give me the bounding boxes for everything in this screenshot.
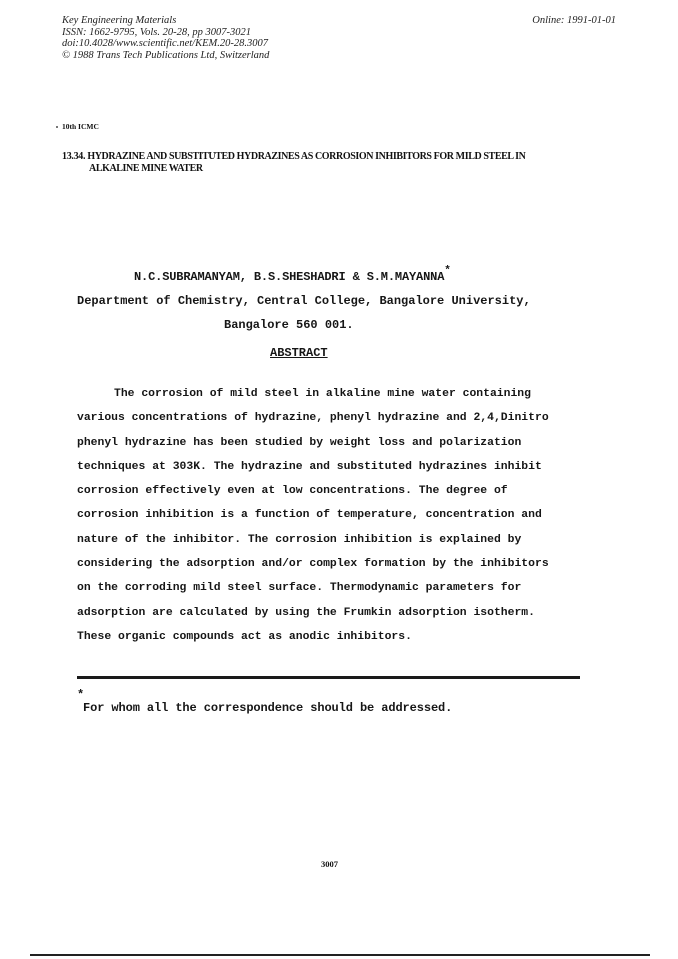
conference-tag bbox=[56, 122, 99, 131]
author-list bbox=[134, 267, 451, 284]
abstract-line: phenyl hydrazine has been studied by weight loss and polarization bbox=[77, 436, 522, 449]
bullet-dot bbox=[56, 126, 58, 128]
abstract-line: corrosion effectively even at low concentrations. The degree of bbox=[77, 485, 508, 498]
abstract-line: These organic compounds act as anodic inhibitors. bbox=[77, 630, 412, 643]
journal-name: Key Engineering Materials bbox=[62, 15, 177, 26]
abstract-line: nature of the inhibitor. The corrosion inhibition is explained by bbox=[77, 533, 522, 546]
abstract-line: corrosion inhibition is a function of temperature, concentration and bbox=[77, 509, 542, 522]
section-number: 13.34. bbox=[62, 151, 86, 162]
paper-title bbox=[62, 151, 622, 175]
abstract-body bbox=[77, 382, 597, 649]
issn-line: ISSN: 1662-9795, Vols. 20-28, pp 3007-3021 bbox=[62, 26, 251, 38]
page-number: 3007 bbox=[321, 859, 338, 869]
abstract-line: techniques at 303K. The hydrazine and substituted hydrazines inhibit bbox=[77, 460, 542, 473]
abstract-line: considering the adsorption and/or complex formation by the inhibitors bbox=[77, 558, 549, 571]
abstract-line: The corrosion of mild steel in alkaline mine water containing bbox=[114, 388, 531, 400]
abstract-line: on the corroding mild steel surface. Thermodynamic parameters for bbox=[77, 582, 522, 595]
footnote-divider bbox=[77, 676, 580, 679]
footnote-text: For whom all the correspondence should be addressed. bbox=[83, 701, 453, 715]
abstract-line: adsorption are calculated by using the Frumkin adsorption isotherm. bbox=[77, 606, 535, 619]
footnote-marker: * bbox=[77, 688, 85, 702]
page-bottom-rule bbox=[30, 954, 650, 956]
corresponding-marker: * bbox=[444, 265, 451, 277]
publication-header bbox=[62, 15, 269, 61]
affiliation-line-1: Department of Chemistry, Central College, Bangalore University, bbox=[77, 294, 531, 308]
title-line-2: ALKALINE MINE WATER bbox=[89, 163, 203, 174]
online-date: Online: 1991-01-01 bbox=[532, 15, 616, 26]
affiliation-line-2: Bangalore 560 001. bbox=[224, 318, 354, 332]
conference-label: 10th ICMC bbox=[62, 122, 99, 131]
abstract-heading: ABSTRACT bbox=[270, 346, 328, 360]
doi-line[interactable]: doi:10.4028/www.scientific.net/KEM.20-28.3007 bbox=[62, 38, 268, 49]
title-line-1: HYDRAZINE AND SUBSTITUTED HYDRAZINES AS CORROSION INHIBITORS FOR MILD STEEL IN bbox=[87, 151, 526, 162]
author-names: N.C.SUBRAMANYAM, B.S.SHESHADRI & S.M.MAYANNA bbox=[134, 270, 445, 284]
abstract-line: various concentrations of hydrazine, phenyl hydrazine and 2,4,Dinitro bbox=[77, 412, 549, 425]
copyright-line: © 1988 Trans Tech Publications Ltd, Switzerland bbox=[62, 49, 270, 61]
